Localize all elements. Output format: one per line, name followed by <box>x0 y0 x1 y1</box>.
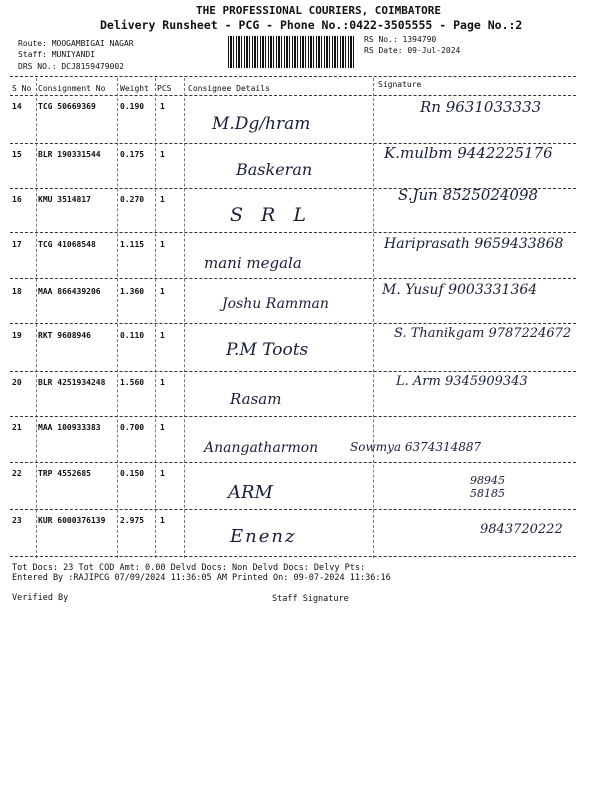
row-pcs: 1 <box>160 195 165 204</box>
row-sno: 16 <box>12 195 22 204</box>
rs-number: RS No.: 1394790 <box>364 35 437 44</box>
entered-by-line: Entered By :RAJIPCG 07/09/2024 11:36:05 AM Printed On: 09-07-2024 11:36:16 <box>12 573 391 583</box>
row-pcs: 1 <box>160 287 165 296</box>
row-consignment: KMU 3514817 <box>38 195 91 204</box>
row-consignment: KUR 6000376139 <box>38 516 106 525</box>
row-sno: 17 <box>12 240 22 249</box>
consignee-signature: S R L <box>230 204 313 226</box>
receiver-signature: 9843720222 <box>480 522 563 537</box>
row-sno: 21 <box>12 423 22 432</box>
col-header-weight: Weight <box>120 84 149 93</box>
row-sno: 23 <box>12 516 22 525</box>
receiver-signature: L. Arm 9345909343 <box>396 374 528 389</box>
col-header-consignee: Consignee Details <box>188 84 270 93</box>
row-sno: 22 <box>12 469 22 478</box>
col-header-consignment: Consignment No <box>38 84 106 93</box>
receiver-signature: Hariprasath 9659433868 <box>384 236 564 252</box>
consignee-signature: M.Dg/hram <box>212 114 311 134</box>
row-pcs: 1 <box>160 102 165 111</box>
row-weight: 0.150 <box>120 469 145 478</box>
row-pcs: 1 <box>160 150 165 159</box>
consignee-signature: ARM <box>228 482 273 503</box>
row-pcs: 1 <box>160 516 165 525</box>
row-consignment: TCG 41068548 <box>38 240 96 249</box>
row-sno: 18 <box>12 287 22 296</box>
row-pcs: 1 <box>160 378 165 387</box>
row-pcs: 1 <box>160 240 165 249</box>
row-weight: 1.360 <box>120 287 145 296</box>
receiver-signature: K.mulbm 9442225176 <box>384 144 553 162</box>
consignee-signature: Joshu Ramman <box>222 296 329 312</box>
staff-signature-label: Staff Signature <box>272 594 349 604</box>
consignee-signature: Rasam <box>230 390 282 408</box>
row-weight: 0.110 <box>120 331 145 340</box>
row-weight: 2.975 <box>120 516 145 525</box>
row-weight: 0.700 <box>120 423 145 432</box>
row-consignment: MAA 866439206 <box>38 287 101 296</box>
col-header-signature: Signature <box>378 80 422 89</box>
consignee-signature: mani megala <box>204 254 302 272</box>
row-consignment: BLR 4251934248 <box>38 378 106 387</box>
row-pcs: 1 <box>160 469 165 478</box>
receiver-signature: Rn 9631033333 <box>420 98 542 116</box>
consignee-signature: Anangatharmon <box>204 440 319 456</box>
row-consignment: BLR 190331544 <box>38 150 101 159</box>
row-weight: 0.175 <box>120 150 145 159</box>
totals-line: Tot Docs: 23 Tot COD Amt: 0.00 Delvd Docs: Non Delvd Docs: Delvy Pts: <box>12 563 366 573</box>
route-label: Route: MOOGAMBIGAI NAGAR <box>18 39 134 48</box>
col-header-pcs: PCS <box>157 84 172 93</box>
verified-by-label: Verified By <box>12 593 69 603</box>
row-weight: 1.115 <box>120 240 145 249</box>
row-consignment: RKT 9608946 <box>38 331 91 340</box>
row-sno: 14 <box>12 102 22 111</box>
rs-date: RS Date: 09-Jul-2024 <box>364 46 461 55</box>
receiver-signature: Sowmya 6374314887 <box>350 440 482 454</box>
receiver-signature: S. Thanikgam 9787224672 <box>394 326 572 341</box>
row-weight: 0.190 <box>120 102 145 111</box>
row-weight: 1.560 <box>120 378 145 387</box>
company-title: THE PROFESSIONAL COURIERS, COIMBATORE <box>196 4 442 17</box>
barcode <box>228 36 356 68</box>
consignee-signature: P.M Toots <box>226 340 309 360</box>
row-consignment: TCG 50669369 <box>38 102 96 111</box>
row-weight: 0.270 <box>120 195 145 204</box>
consignee-signature: Enenz <box>230 526 297 547</box>
consignee-signature: Baskeran <box>236 160 313 179</box>
row-pcs: 1 <box>160 331 165 340</box>
receiver-signature: M. Yusuf 9003331364 <box>382 282 538 298</box>
row-consignment: MAA 100933383 <box>38 423 101 432</box>
row-sno: 20 <box>12 378 22 387</box>
row-consignment: TRP 4552685 <box>38 469 91 478</box>
drs-number: DRS NO.: DCJ8159479002 <box>18 62 124 71</box>
runsheet-title: Delivery Runsheet - PCG - Phone No.:0422-3505555 - Page No.:2 <box>100 18 523 32</box>
row-pcs: 1 <box>160 423 165 432</box>
col-header-sno: S No <box>12 84 32 93</box>
receiver-signature: 98945 58185 <box>470 474 505 500</box>
row-sno: 19 <box>12 331 22 340</box>
row-sno: 15 <box>12 150 22 159</box>
receiver-signature: S.Jun 8525024098 <box>398 186 539 204</box>
staff-label: Staff: MUNIYANDI <box>18 50 96 59</box>
